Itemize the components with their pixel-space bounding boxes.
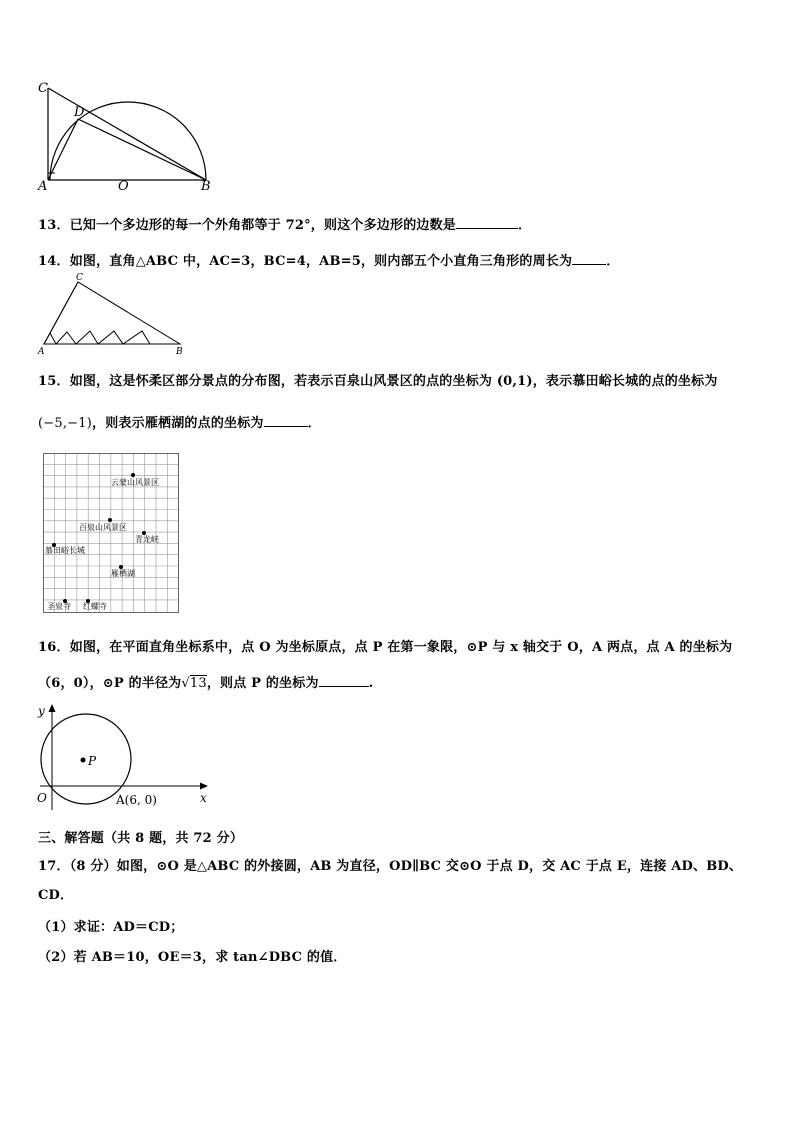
label-p: P	[88, 754, 97, 768]
q17-line2: CD．	[38, 888, 74, 903]
q13-end: ．	[518, 218, 532, 233]
label-o: O	[118, 179, 129, 194]
question-14	[38, 250, 619, 269]
figure-16-coordinate-circle	[34, 700, 214, 812]
q14-answer-blank[interactable]	[572, 252, 606, 265]
label-yunmeng: 云蒙山风景区	[111, 478, 159, 487]
label-b: B	[176, 347, 183, 357]
staircase-top	[50, 282, 78, 333]
label-d: D	[74, 105, 85, 120]
section-3-title-text: 三、解答题（共 8 题，共 72 分）	[38, 831, 244, 846]
label-b: B	[201, 179, 211, 194]
y-axis-arrow	[49, 704, 56, 712]
question-17-part1	[38, 916, 183, 935]
q16-sqrt-value: 13	[189, 676, 207, 691]
q14-text: 14．如图，直角△ABC 中，AC=3，BC=4，AB=5，则内部五个小直角三角形的周长为	[38, 254, 573, 269]
q13-text: 13．已知一个多边形的每一个外角都等于 72°，则这个多边形的边数是	[38, 218, 457, 233]
label-y: y	[38, 704, 45, 718]
q14-end: ．	[606, 254, 620, 269]
question-15-line2	[38, 412, 321, 431]
figure-14-triangles	[36, 272, 186, 358]
label-c: C	[38, 81, 48, 96]
question-16-line1	[38, 636, 732, 655]
inner-staircase	[44, 331, 150, 344]
figure-15-map-grid	[43, 453, 179, 613]
point-yunmeng	[131, 473, 135, 477]
label-x: x	[200, 791, 207, 805]
label-a: A(6, 0)	[116, 793, 157, 807]
label-shengquan: 圣泉寺	[47, 602, 71, 611]
sqrt-symbol: √	[181, 676, 190, 691]
label-a: A	[38, 179, 48, 194]
q17-line1: 17．（8 分）如图，⊙O 是△ABC 的外接圆，AB 为直径，OD∥BC 交⊙O 于点 D，交 AC 于点 E，连接 AD、BD、	[38, 859, 743, 874]
label-mutianyu: 慕田峪长城	[45, 546, 85, 555]
q15-end: ．	[307, 416, 321, 431]
circle-p	[41, 714, 131, 804]
q15-line1: 15．如图，这是怀柔区部分景点的分布图，若表示百泉山风景区的点的坐标为 (0,1)，表示慕田峪长城的点的坐标为	[38, 374, 718, 389]
q15-line2: ，则表示雁栖湖的点的坐标为	[92, 416, 264, 431]
figure-12-semicircle	[36, 78, 216, 196]
q16-answer-blank[interactable]	[319, 674, 369, 687]
question-13	[38, 214, 531, 233]
section-3-title	[38, 827, 243, 846]
question-17-line1	[38, 855, 742, 874]
q13-answer-blank[interactable]	[456, 216, 518, 229]
x-axis-arrow	[200, 783, 208, 790]
q16-line2b: ，则点 P 的坐标为	[206, 676, 319, 691]
label-yanqi: 雁栖湖	[111, 569, 135, 578]
label-baiquan: 百泉山风景区	[79, 523, 127, 532]
q17-part1: （1）求证：AD＝CD；	[38, 920, 184, 935]
segment-ad	[48, 119, 78, 180]
label-o: O	[37, 791, 47, 805]
q15-answer-blank[interactable]	[264, 414, 308, 427]
q17-part2: （2）若 AB＝10，OE＝3，求 tan∠DBC 的值．	[38, 950, 347, 965]
label-c: C	[76, 273, 83, 283]
label-qinglong: 青龙峡	[135, 535, 159, 544]
question-16-line2	[38, 672, 373, 691]
q16-line2a: （6，0），⊙P 的半径为	[38, 676, 182, 691]
label-a: A	[38, 347, 45, 357]
label-hongluo: 红螺寺	[83, 602, 107, 611]
question-17-part2	[38, 946, 347, 965]
q15-coord: (−5,−1)	[38, 416, 93, 431]
q16-line1: 16．如图，在平面直角坐标系中，点 O 为坐标原点，点 P 在第一象限，⊙P 与 x 轴交于 O，A 两点，点 A 的坐标为	[38, 640, 733, 655]
point-p	[81, 758, 86, 763]
question-17-line2	[38, 884, 73, 903]
point-baiquan	[108, 518, 112, 522]
question-15-line1	[38, 370, 718, 389]
q16-end: .	[368, 676, 374, 691]
